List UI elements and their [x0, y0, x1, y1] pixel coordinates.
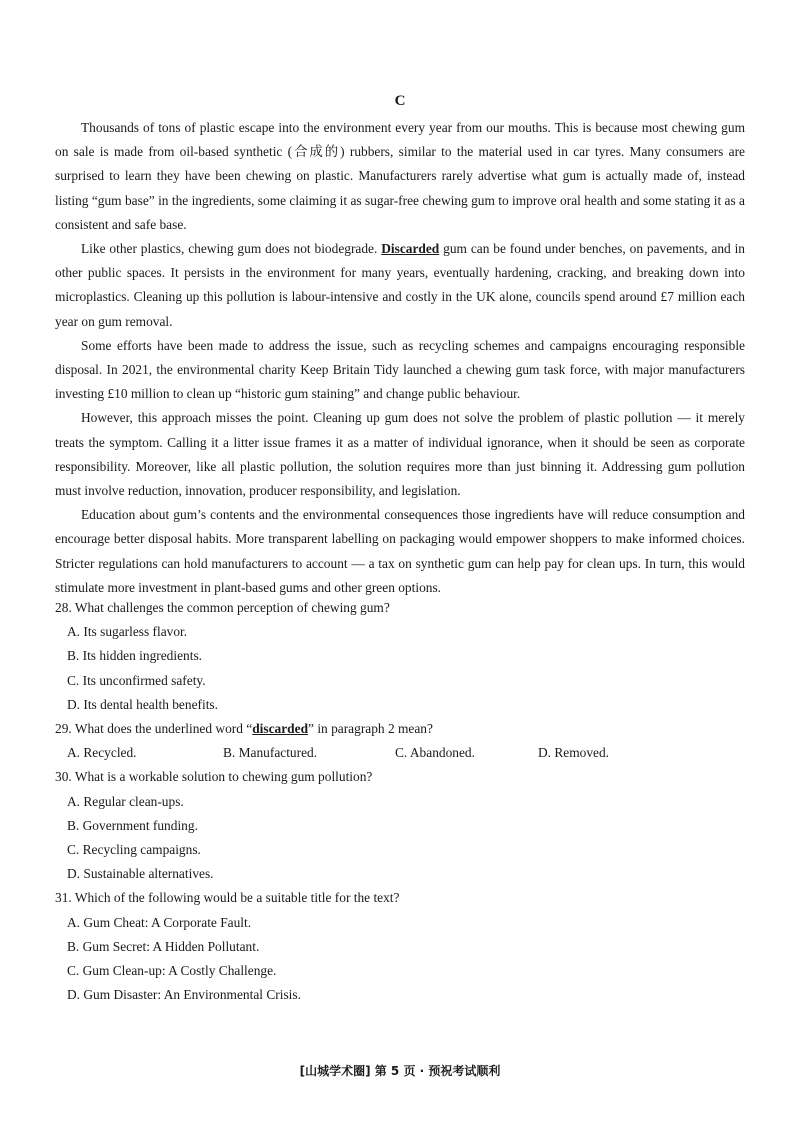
option-c: C. Recycling campaigns.	[67, 842, 201, 858]
option-b: B. Gum Secret: A Hidden Pollutant.	[67, 938, 260, 954]
question-28	[55, 596, 745, 717]
underlined-word: discarded	[252, 721, 309, 737]
paragraph-2-text-after: gum can be found under benches, on pavements, and in other public spaces. It persists in the environment for many years, eventually hardening, cracking, and breaking down into microplastics. Cleaning up this pollution is labour-intensive and costly in the UK alone, councils spend around £7 million each year on gum removal.	[55, 241, 745, 329]
question-stem-before: 29. What does the underlined word “	[55, 721, 253, 737]
option-c: C. Gum Clean-up: A Costly Challenge.	[67, 963, 277, 979]
option-a: A. Its sugarless flavor.	[67, 624, 188, 640]
option-c: C. Its unconfirmed safety.	[67, 672, 206, 688]
page-footer: [山城学术圈] 第 5 页 · 预祝考试顺利	[299, 1064, 501, 1078]
option-d: D. Its dental health benefits.	[67, 696, 218, 712]
question-stem: 30. What is a workable solution to chewing gum pollution?	[55, 769, 373, 785]
question-31	[55, 886, 745, 1007]
underlined-word: Discarded	[381, 241, 440, 257]
option-a: A. Regular clean-ups.	[67, 793, 184, 809]
paragraph-2	[55, 237, 745, 334]
option-d: D. Removed.	[538, 745, 610, 761]
paragraph-3: Some efforts have been made to address the issue, such as recycling schemes and campaigns encouraging responsible disposal. In 2021, the environmental charity Keep Britain Tidy launched a chewing gum task force, with major manufacturers investing £10 million to clean up “historic gum staining” and change public behaviour.	[55, 337, 745, 402]
question-stem: 28. What challenges the common perception of chewing gum?	[55, 600, 390, 615]
question-29	[55, 717, 745, 765]
paragraph-1: Thousands of tons of plastic escape into the environment every year from our mouths. This is because most chewing gum on sale is made from oil-based synthetic (合成的) rubbers, similar to the material used in car tyres. Many consumers are surprised to learn they have been chewing on plastic. Manufacturers rarely advertise what gum is actually made of, instead listing “gum base” in the ingredients, some claiming it as sugar-free chewing gum to improve oral health and some stating it as a consistent and safe base.	[55, 120, 745, 232]
questions-section	[55, 596, 745, 1007]
option-b: B. Manufactured.	[223, 745, 318, 761]
option-d: D. Sustainable alternatives.	[67, 866, 214, 882]
section-heading: C	[394, 93, 406, 109]
paragraph-4: However, this approach misses the point. Cleaning up gum does not solve the problem of plastic pollution — it merely treats the symptom. Calling it a litter issue frames it as a matter of individual ignorance, when it should be seen as corporate responsibility. Moreover, like all plastic pollution, the solution requires more than just binning it. Addressing gum pollution must involve reduction, innovation, producer responsibility, and legislation.	[55, 410, 745, 499]
question-stem	[55, 717, 745, 741]
option-c: C. Abandoned.	[395, 745, 475, 761]
reading-passage	[55, 116, 745, 600]
question-stem-after: ” in paragraph 2 mean?	[308, 721, 433, 737]
option-b: B. Government funding.	[67, 817, 198, 833]
option-d: D. Gum Disaster: An Environmental Crisis.	[67, 987, 301, 1003]
option-b: B. Its hidden ingredients.	[67, 648, 203, 664]
option-a: A. Recycled.	[67, 745, 137, 761]
question-30	[55, 765, 745, 886]
question-stem: 31. Which of the following would be a suitable title for the text?	[55, 890, 400, 906]
paragraph-5: Education about gum’s contents and the environmental consequences those ingredients have will reduce consumption and encourage better disposal habits. More transparent labelling on packaging would empower shoppers to make informed choices. Stricter regulations can hold manufacturers to account — a tax on synthetic gum can help pay for clean ups. In turn, this would stimulate more investment in plant-based gums and other green options.	[55, 507, 745, 595]
options-row	[67, 741, 745, 765]
option-a: A. Gum Cheat: A Corporate Fault.	[67, 914, 252, 930]
paragraph-2-text-before: Like other plastics, chewing gum does not biodegrade.	[81, 241, 382, 257]
